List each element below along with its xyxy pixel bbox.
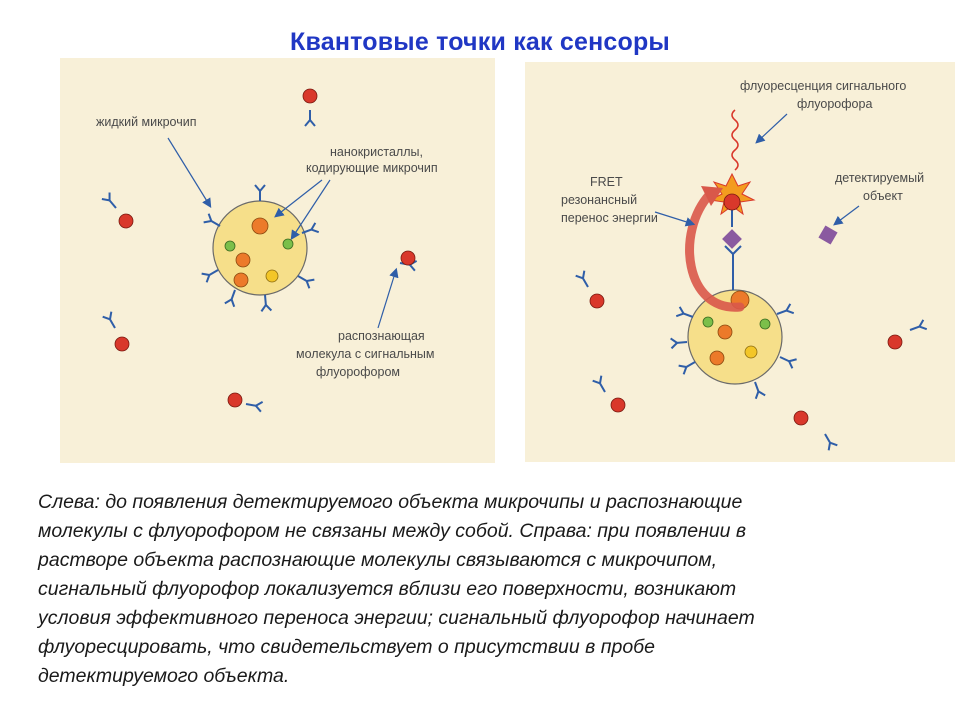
label-fret-line2: резонансный <box>561 193 638 207</box>
nanocrystal-dot <box>234 273 248 287</box>
label-recognizing-line2: молекула с сигнальным <box>296 347 435 361</box>
nanocrystal-dot <box>703 317 713 327</box>
label-nanocrystals-line1: нанокристаллы, <box>330 145 423 159</box>
label-nanocrystals-line2: кодирующие микрочип <box>306 161 438 175</box>
pointer-arrow <box>835 206 859 224</box>
caption-line: Слева: до появления детектируемого объекта микрочипы и распознающие <box>38 491 743 513</box>
emission-wave <box>732 110 738 170</box>
pointer-arrow <box>655 212 693 224</box>
label-fluorescence-line1: флуоресценция сигнального <box>740 79 907 93</box>
nanocrystal-dot <box>745 346 757 358</box>
recognizing-molecule <box>228 393 263 412</box>
recognizing-molecule <box>888 320 927 349</box>
recognizing-molecule <box>102 193 133 228</box>
right-diagram-panel <box>525 62 955 462</box>
nanocrystal-dot <box>236 253 250 267</box>
recognizing-molecule <box>576 271 604 308</box>
nanocrystal-dot <box>225 241 235 251</box>
label-liquid-microchip: жидкий микрочип <box>96 115 197 129</box>
caption-line: условия эффективного переноса энергии; сигнальный флуорофор начинает <box>38 607 755 629</box>
nanocrystal-dot <box>718 325 732 339</box>
liquid-microchip <box>202 185 319 311</box>
target-object <box>818 225 837 244</box>
recognizing-molecule <box>399 251 416 271</box>
nanocrystal-dot <box>252 218 268 234</box>
recognizing-molecule <box>103 312 129 351</box>
pointer-arrow <box>276 180 322 216</box>
nanocrystal-dot <box>283 239 293 249</box>
label-fret-line1: FRET <box>590 175 623 189</box>
pointer-arrow <box>168 138 210 206</box>
nanocrystal-dot <box>760 319 770 329</box>
label-recognizing-line3: флуорофором <box>316 365 400 379</box>
caption-text <box>38 488 928 691</box>
nanocrystal-dot <box>266 270 278 282</box>
page-title: Квантовые точки как сенсоры <box>290 28 670 56</box>
nanocrystal-dot <box>710 351 724 365</box>
recognizing-molecule <box>593 376 625 412</box>
caption-line: растворе объекта распознающие молекулы связываются с микрочипом, <box>38 549 718 571</box>
caption-line: молекулы с флуорофором не связаны между собой. Справа: при появлении в <box>38 520 747 542</box>
right-diagram <box>525 62 955 462</box>
label-fret-line3: перенос энергии <box>561 211 658 225</box>
caption-line: детектируемого объекта. <box>38 665 290 687</box>
caption-line: флуоресцировать, что свидетельствует о присутствии в пробе <box>38 636 655 658</box>
recognizing-molecule <box>794 411 837 450</box>
label-target-line1: детектируемый <box>835 171 925 185</box>
label-fluorescence-line2: флуорофора <box>797 97 873 111</box>
left-diagram-panel <box>60 58 495 463</box>
bound-complex <box>710 110 754 290</box>
recognizing-molecule <box>303 89 317 126</box>
left-diagram <box>60 58 495 463</box>
pointer-arrow <box>378 270 396 328</box>
caption-line: сигнальный флуорофор локализуется вблизи его поверхности, возникают <box>38 578 737 600</box>
label-recognizing-line1: распознающая <box>338 329 425 343</box>
pointer-arrow <box>757 114 787 142</box>
label-target-line2: объект <box>863 189 903 203</box>
